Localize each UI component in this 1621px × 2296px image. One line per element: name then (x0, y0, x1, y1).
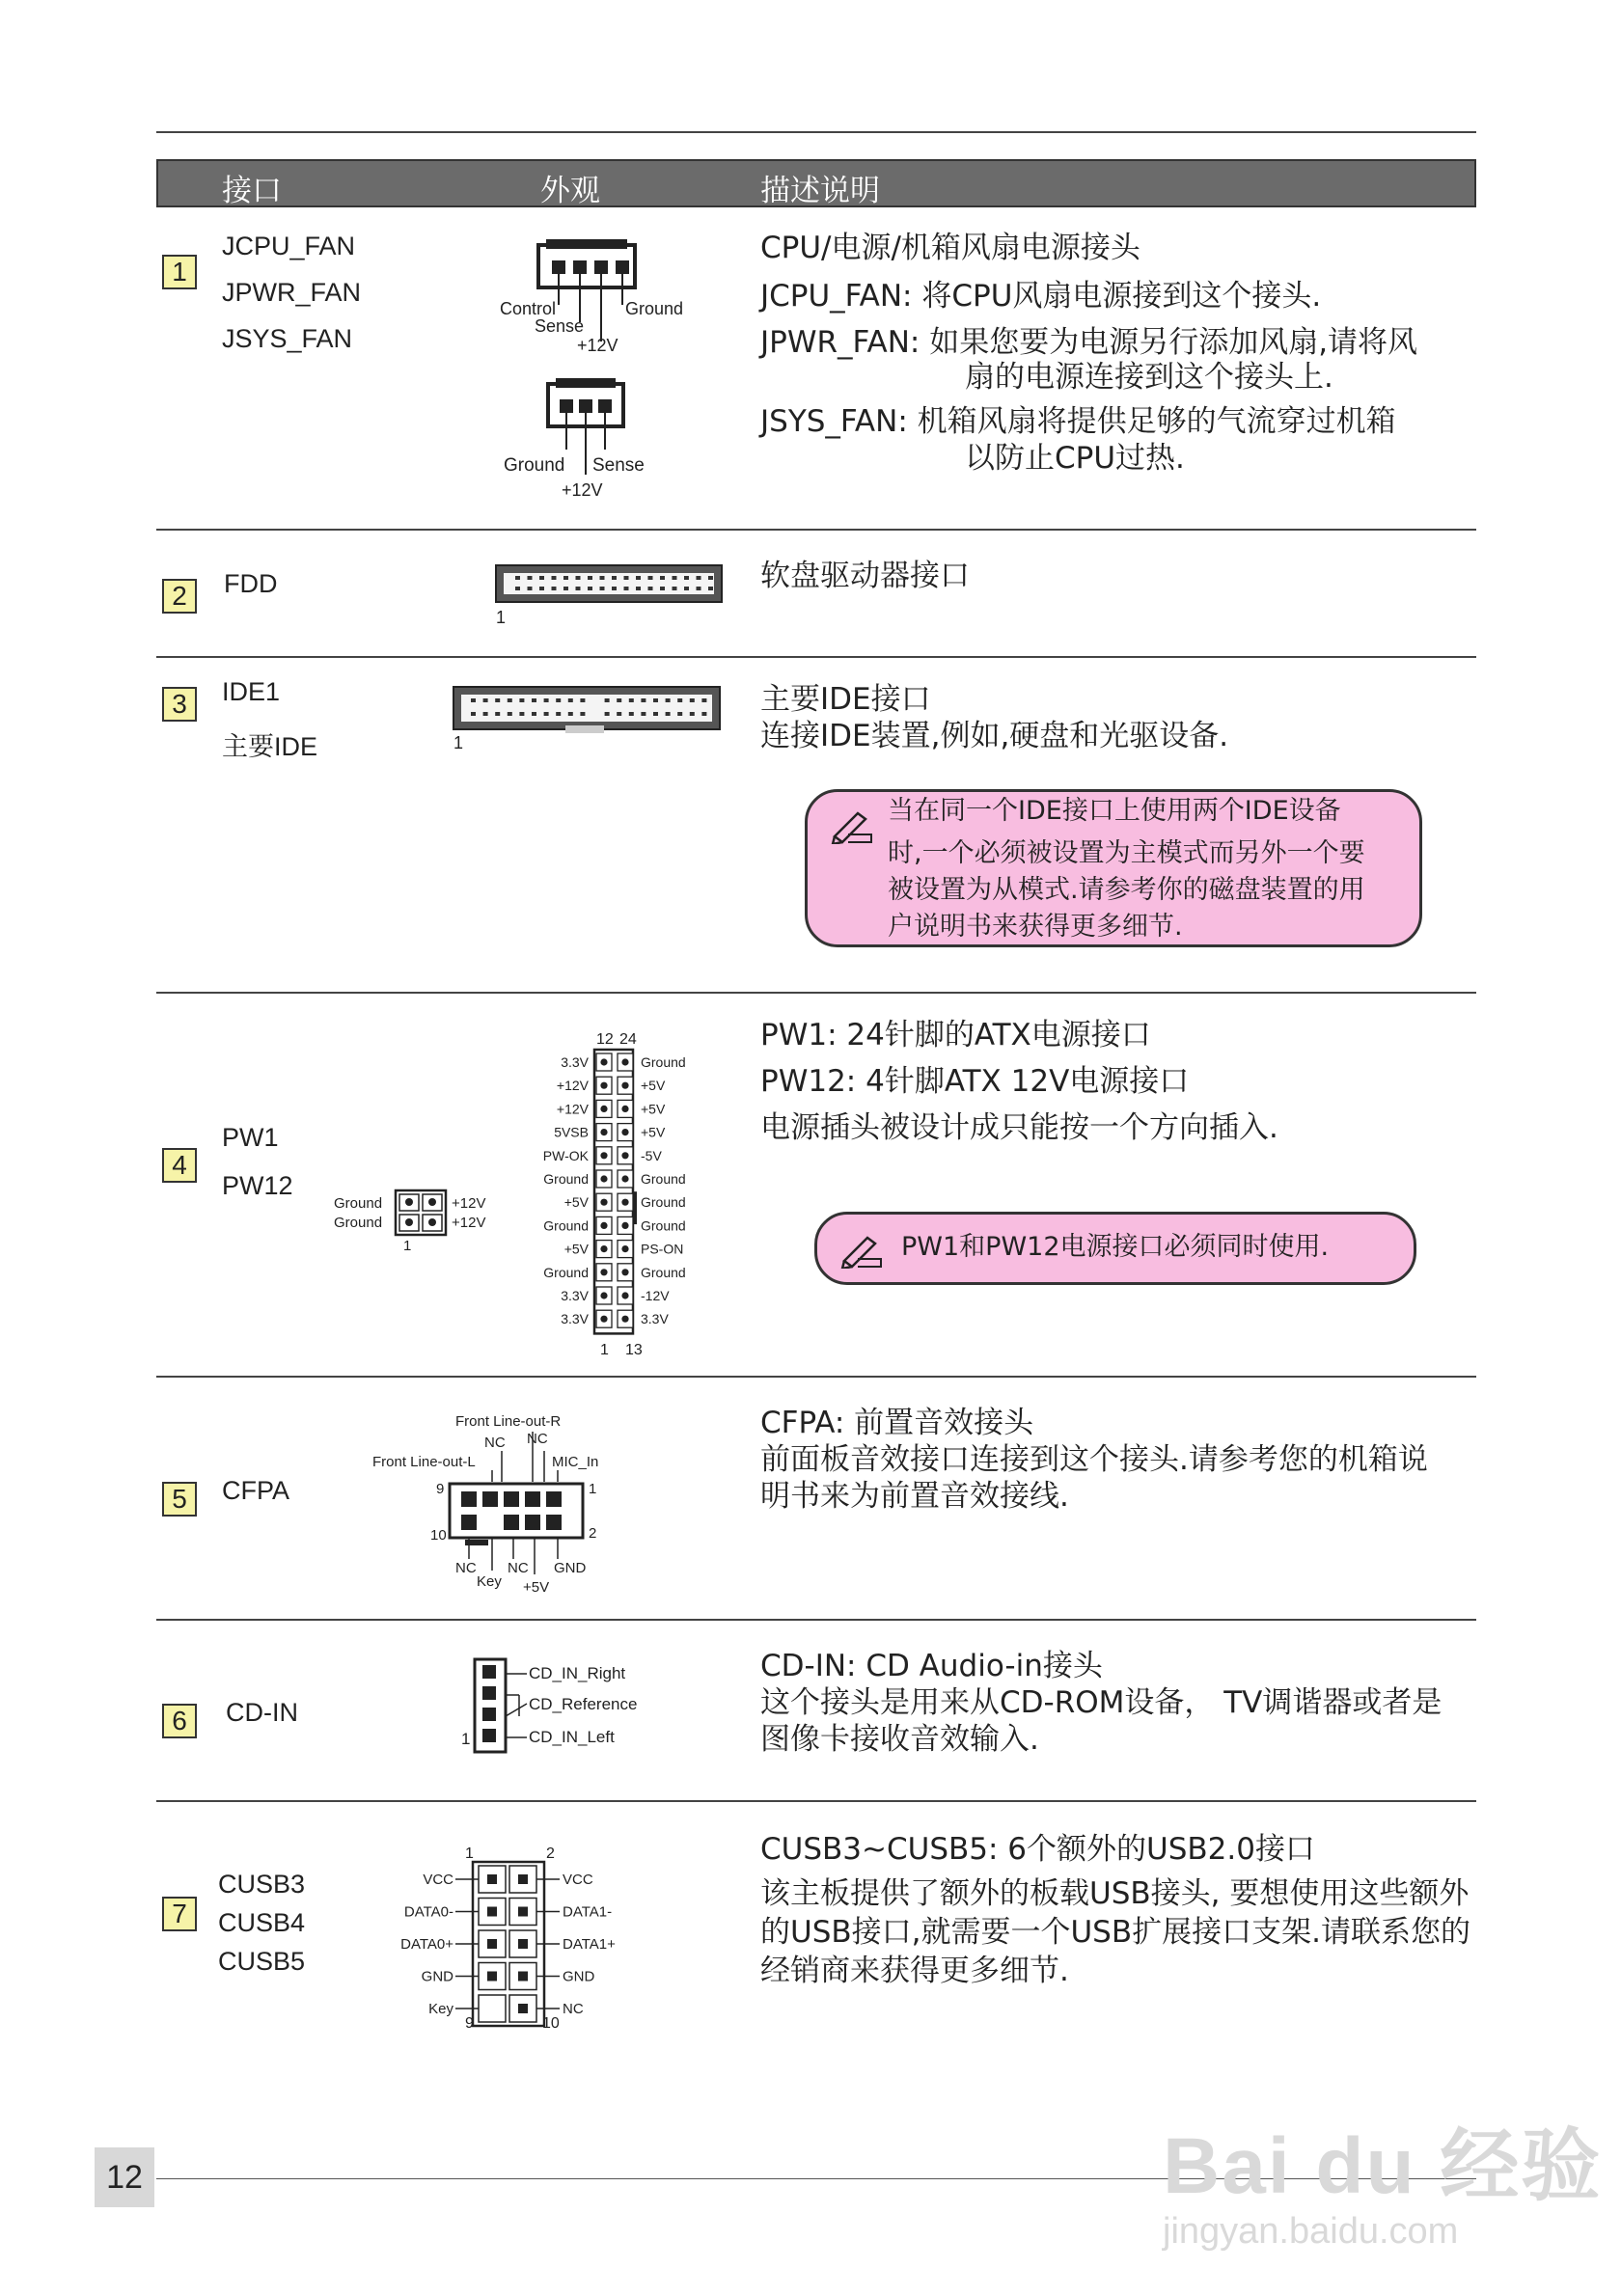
row-divider (156, 656, 1476, 658)
pin (708, 587, 713, 590)
pin (508, 698, 512, 702)
pin-label: DATA1+ (563, 1936, 616, 1953)
row-number-badge: 2 (162, 579, 197, 614)
description-line: 图像卡接收音效输入. (760, 1722, 1039, 1757)
description-line: CUSB3~CUSB5: 6个额外的USB2.0接口 (760, 1832, 1315, 1867)
pin (600, 1175, 607, 1182)
pin (580, 698, 585, 702)
pin-label: DATA1- (563, 1903, 613, 1921)
pin-label: GND (563, 1968, 595, 1985)
pin (641, 712, 646, 716)
pin (471, 698, 476, 702)
pin (532, 698, 536, 702)
pin (697, 576, 701, 580)
pin-label: 10 (542, 2015, 560, 2030)
pin (504, 1491, 519, 1507)
pin (621, 1175, 628, 1182)
pw1-24pin-connector-diagram (540, 1028, 733, 1358)
description-line: 前面板音效接口连接到这个接头.请参考您的机箱说 (760, 1442, 1428, 1477)
pin-label: 3.3V (561, 1288, 589, 1303)
description-line: 这个接头是用来从CD-ROM设备， TV调谐器或者是 (760, 1685, 1442, 1720)
note-line: 当在同一个IDE接口上使用两个IDE设备 (888, 796, 1341, 826)
pin-label: +5V (641, 1101, 666, 1117)
pin (518, 1939, 528, 1949)
pin (708, 576, 713, 580)
pin (568, 698, 573, 702)
ide-connector-diagram (450, 683, 729, 754)
pin (576, 576, 581, 580)
connector-name: CD-IN (226, 1698, 298, 1727)
pin-label: +5V (523, 1579, 550, 1596)
pin-label: NC (563, 2001, 584, 2017)
pin-label: Ground (543, 1217, 589, 1234)
pin-label: CD_IN_Left (529, 1728, 615, 1746)
pin (600, 1316, 607, 1323)
row-number-badge: 5 (162, 1482, 197, 1517)
pin (621, 1222, 628, 1229)
pin (518, 1874, 528, 1884)
pin-label: 9 (465, 2015, 474, 2030)
pin (617, 712, 621, 716)
pin-label: NC (527, 1431, 548, 1447)
description-line: 连接IDE装置,例如,硬盘和光驱设备. (760, 719, 1229, 753)
pin-label: 10 (430, 1527, 447, 1544)
pin (636, 576, 641, 580)
pin-one-label: 1 (403, 1238, 412, 1254)
pin-label: Ground (641, 1217, 686, 1234)
pin-label: CD_IN_Right (529, 1664, 626, 1682)
pin (648, 576, 653, 580)
pin (568, 712, 573, 716)
pin-label: 9 (436, 1481, 445, 1497)
header-description: 描述说明 (760, 174, 880, 208)
pin (588, 576, 592, 580)
pin (504, 1515, 519, 1530)
top-rule (156, 131, 1476, 133)
pin (660, 587, 665, 590)
pin-label: Ground (641, 1194, 686, 1211)
pin-label: 1 (589, 1481, 597, 1497)
pin-cell (479, 1995, 506, 2022)
description-line: 主要IDE接口 (760, 682, 931, 717)
pin (525, 1491, 540, 1507)
pin-label: Front Line-out-R (455, 1413, 562, 1430)
pin-label: Ground (641, 1264, 686, 1280)
note-line: 户说明书来获得更多细节. (888, 912, 1183, 942)
pin (600, 1199, 607, 1206)
pin-label: GND (421, 1968, 453, 1985)
pin (600, 1082, 607, 1089)
pin (546, 1515, 562, 1530)
pin (600, 1129, 607, 1135)
pin-label: GND (554, 1560, 587, 1576)
pin-label: 1 (600, 1342, 609, 1358)
pin (552, 576, 557, 580)
description-line: CFPA: 前置音效接头 (760, 1406, 1034, 1440)
pin-label: Ground (641, 1171, 686, 1187)
description-line: 软盘驱动器接口 (760, 559, 970, 593)
pin-label: Ground (543, 1264, 589, 1280)
pin (621, 1058, 628, 1065)
pin (653, 698, 658, 702)
connector-name: CUSB3 (218, 1870, 306, 1899)
pin (518, 2004, 528, 2013)
description-line: CD-IN: CD Audio-in接头 (760, 1649, 1103, 1683)
connector-name: CFPA (222, 1476, 290, 1505)
row-number-badge: 3 (162, 687, 197, 722)
label: +12V (577, 336, 618, 355)
pin (624, 587, 629, 590)
pin (629, 698, 634, 702)
pin-label: VCC (563, 1872, 593, 1888)
connector-name: CUSB5 (218, 1947, 306, 1976)
pin (552, 587, 557, 590)
pin (483, 712, 488, 716)
pin (495, 712, 500, 716)
label: Control (500, 299, 557, 318)
pin (621, 1245, 628, 1252)
row-number-badge: 6 (162, 1704, 197, 1738)
row-divider (156, 1376, 1476, 1378)
description-line: 扇的电源连接到这个接头上. (965, 360, 1333, 395)
watermark-url: jingyan.baidu.com (1163, 2211, 1459, 2252)
watermark-brand: Bai du 经验 (1163, 2122, 1603, 2210)
pin (563, 587, 568, 590)
description-line: CPU/电源/机箱风扇电源接头 (760, 231, 1140, 265)
pin-label: 5VSB (554, 1124, 589, 1140)
label: +12V (562, 480, 603, 500)
connector-name: IDE1 (222, 677, 281, 706)
description-line: 的USB接口,就需要一个USB扩展接口支架.请联系您的 (760, 1915, 1470, 1950)
pin (518, 1972, 528, 1982)
pin (518, 1907, 528, 1917)
row-divider (156, 529, 1476, 531)
pin (624, 576, 629, 580)
pin-label: 1 (465, 1845, 474, 1862)
description-line: 电源插头被设计成只能按一个方向插入. (760, 1110, 1278, 1145)
connector-name: FDD (224, 569, 278, 598)
pin-label: NC (484, 1435, 506, 1451)
description-line: 该主板提供了额外的板载USB接头, 要想使用这些额外 (760, 1876, 1470, 1911)
note-line: 时,一个必须被设置为主模式而另外一个要 (888, 838, 1365, 868)
pin (641, 698, 646, 702)
pin (600, 587, 605, 590)
page-number: 12 (95, 2147, 154, 2207)
label: Ground (504, 455, 565, 476)
pin (612, 576, 617, 580)
pin (600, 1058, 607, 1065)
fdd-connector-diagram (492, 561, 733, 629)
pin (532, 712, 536, 716)
connector-name: JSYS_FAN (222, 324, 353, 353)
pin (461, 1515, 477, 1530)
pin (483, 698, 488, 702)
cdin-connector-diagram (459, 1655, 672, 1760)
pin (690, 698, 695, 702)
pin-label: +12V (556, 1078, 589, 1094)
note-line: 被设置为从模式.请参考你的磁盘装置的用 (888, 875, 1365, 905)
row-divider (156, 1619, 1476, 1621)
pin-label: Key (428, 2001, 453, 2017)
label: Sense (535, 316, 585, 336)
pin (621, 1082, 628, 1089)
pin-label: 3.3V (561, 1054, 589, 1070)
pin (580, 712, 585, 716)
pin (508, 712, 512, 716)
connector-name: 主要IDE (222, 732, 318, 761)
pin (673, 587, 677, 590)
label: Sense (592, 455, 645, 476)
pin (621, 1292, 628, 1298)
description-line: PW1: 24针脚的ATX电源接口 (760, 1018, 1151, 1052)
usb-connector-diagram (386, 1837, 656, 2030)
pin (701, 712, 706, 716)
pin (621, 1106, 628, 1112)
pin-label: -12V (641, 1288, 670, 1303)
pw12-connector-diagram (332, 1187, 506, 1254)
pin (690, 712, 695, 716)
pin (576, 587, 581, 590)
pin (636, 587, 641, 590)
description-line: JCPU_FAN: 将CPU风扇电源接到这个接头. (760, 279, 1322, 314)
pin (487, 1907, 497, 1917)
row-number-badge: 1 (162, 255, 197, 289)
connector-name: CUSB4 (218, 1908, 306, 1937)
pin-label: 24 (619, 1031, 637, 1048)
pin (588, 587, 592, 590)
row-number-badge: 7 (162, 1897, 197, 1931)
pencil-note-icon (829, 806, 875, 844)
pin (605, 698, 610, 702)
pin-label: DATA0+ (400, 1936, 453, 1953)
pin-label: MIC_In (552, 1454, 599, 1470)
row-divider (156, 1800, 1476, 1802)
pin (600, 1222, 607, 1229)
pin-one-label: 1 (461, 1730, 471, 1748)
pin (495, 698, 500, 702)
pin (621, 1129, 628, 1135)
pin (600, 1245, 607, 1252)
pin (600, 1106, 607, 1112)
pin-label: CD_Reference (529, 1695, 638, 1713)
pin-one-label: 1 (453, 733, 464, 752)
pin-label: Ground (334, 1215, 383, 1231)
pin (487, 1939, 497, 1949)
pin-label: +5V (563, 1241, 589, 1257)
pin (544, 698, 549, 702)
pin (666, 712, 671, 716)
pin (546, 1491, 562, 1507)
label: Ground (625, 299, 684, 318)
pin-label: 12 (596, 1031, 614, 1048)
pin (621, 1316, 628, 1323)
pin (528, 576, 533, 580)
pin (487, 1972, 497, 1982)
pin (697, 587, 701, 590)
pin (539, 587, 544, 590)
pin-label: NC (455, 1560, 477, 1576)
pin (528, 587, 533, 590)
pin-label: Key (477, 1573, 502, 1590)
pin-label: NC (508, 1560, 529, 1576)
header-interface: 接口 (222, 174, 282, 208)
pin-label: Ground (543, 1171, 589, 1187)
pin (519, 712, 524, 716)
description-line: JPWR_FAN: 如果您要为电源另行添加风扇,请将风 (760, 325, 1418, 360)
description-line: 以防止CPU过热. (965, 441, 1185, 476)
fan-3pin-diagram (492, 374, 685, 506)
header-appearance: 外观 (540, 174, 600, 208)
pin-label: -5V (641, 1147, 662, 1163)
note-line: PW1和PW12电源接口必须同时使用. (901, 1232, 1330, 1262)
pin-one-label: 1 (496, 608, 507, 627)
pin-label: Front Line-out-L (372, 1454, 476, 1470)
pin (600, 1269, 607, 1275)
pin-label: 2 (546, 1845, 555, 1862)
pin-label: 2 (589, 1525, 597, 1542)
pin-label: 13 (625, 1342, 643, 1358)
key-tab (633, 1191, 637, 1224)
pin (684, 576, 689, 580)
pin (461, 1491, 477, 1507)
pin (701, 698, 706, 702)
pin (673, 576, 677, 580)
pin (600, 576, 605, 580)
pin (621, 1269, 628, 1275)
pin (482, 1491, 498, 1507)
description-line: PW12: 4针脚ATX 12V电源接口 (760, 1064, 1190, 1099)
pin-label: 3.3V (561, 1311, 589, 1327)
pin (515, 576, 520, 580)
pin-label: VCC (423, 1872, 453, 1888)
description-line: JSYS_FAN: 机箱风扇将提供足够的气流穿过机箱 (760, 404, 1396, 439)
pin (648, 587, 653, 590)
pin (600, 1292, 607, 1298)
pin (471, 712, 476, 716)
pin (612, 587, 617, 590)
pin (519, 698, 524, 702)
pin-label: +5V (641, 1124, 666, 1140)
pin (544, 712, 549, 716)
pin-label: Ground (334, 1195, 383, 1212)
connector-name: JCPU_FAN (222, 232, 356, 260)
row-number-badge: 4 (162, 1148, 197, 1183)
pin (539, 576, 544, 580)
row-divider (156, 992, 1476, 994)
pin (556, 698, 561, 702)
pin (563, 576, 568, 580)
connector-name: JPWR_FAN (222, 278, 362, 307)
pin (525, 1515, 540, 1530)
pin (621, 1152, 628, 1159)
pin (515, 587, 520, 590)
pin (621, 1199, 628, 1206)
pin-label: PW-OK (542, 1147, 589, 1163)
pin-label: +12V (452, 1195, 486, 1212)
pin-label: +12V (452, 1215, 486, 1231)
pin (677, 698, 682, 702)
pin (600, 1152, 607, 1159)
cfpa-connector-diagram (369, 1408, 658, 1598)
pin (653, 712, 658, 716)
pin (677, 712, 682, 716)
pin-label: PS-ON (641, 1241, 684, 1257)
pin (487, 1874, 497, 1884)
description-line: 明书来为前置音效接线. (760, 1479, 1069, 1514)
pin-label: DATA0- (403, 1903, 453, 1921)
description-line: 经销商来获得更多细节. (760, 1954, 1069, 1988)
pin-label: +12V (556, 1101, 589, 1117)
pin (556, 712, 561, 716)
pin (617, 698, 621, 702)
connector-name: PW1 (222, 1123, 279, 1152)
pin-label: 3.3V (641, 1311, 669, 1327)
pin (660, 576, 665, 580)
fan-4pin-diagram (492, 235, 685, 370)
pencil-note-icon (838, 1230, 885, 1269)
pin (605, 712, 610, 716)
pin-label: +5V (641, 1078, 666, 1094)
connector-name: PW12 (222, 1171, 293, 1200)
pin-label: Ground (641, 1054, 686, 1070)
pin-label: +5V (563, 1194, 589, 1211)
pin (629, 712, 634, 716)
pin (684, 587, 689, 590)
pin (666, 698, 671, 702)
